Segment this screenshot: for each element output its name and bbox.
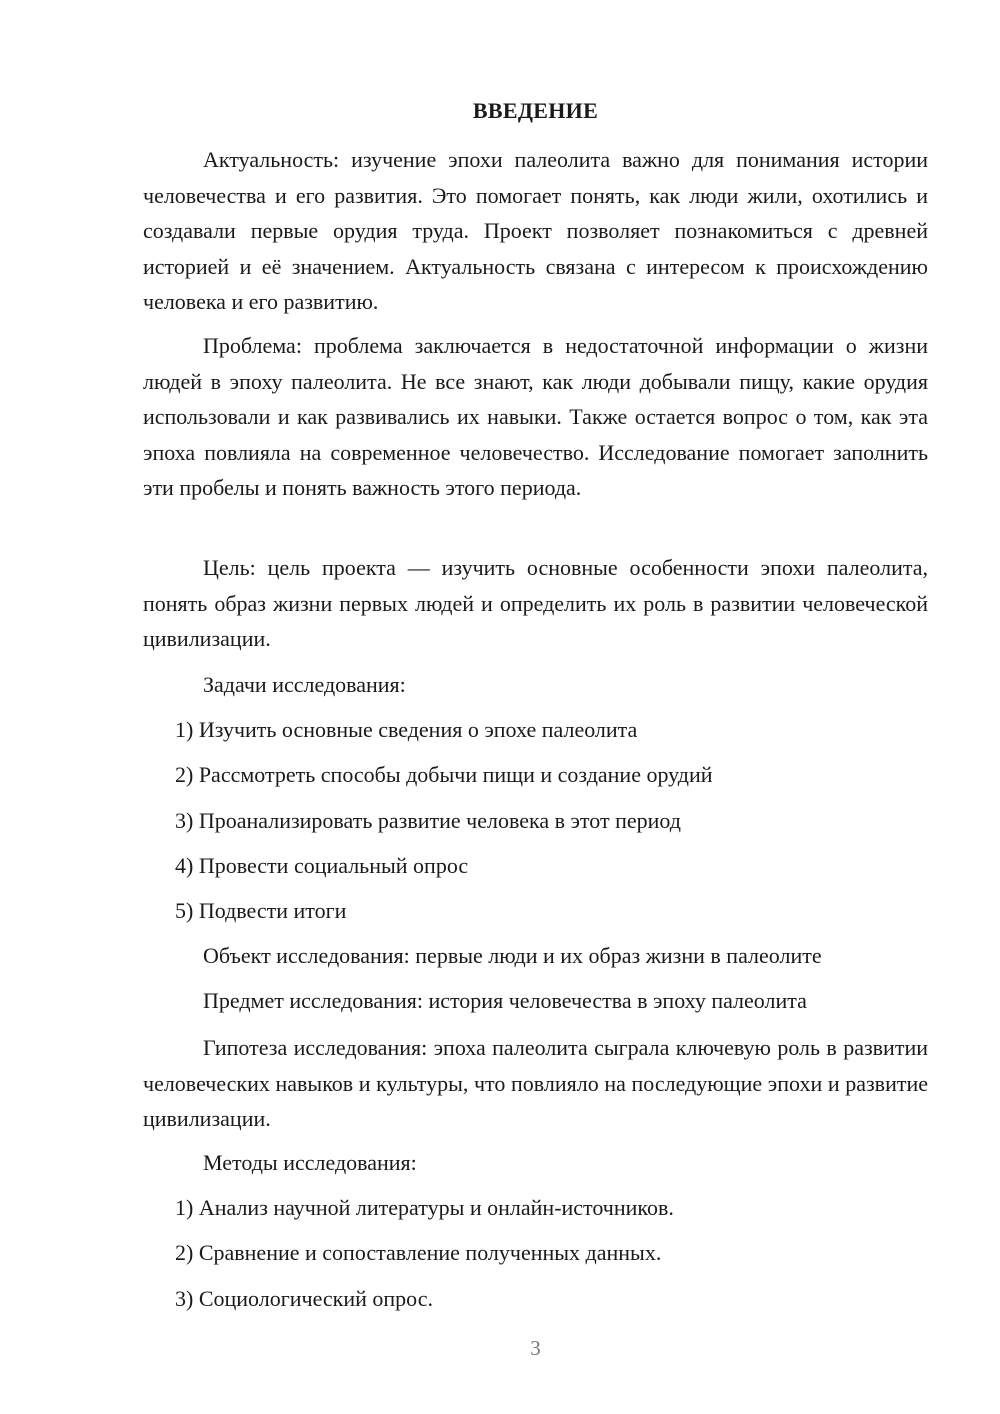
method-item-1: 1) Анализ научной литературы и онлайн-источников. — [175, 1195, 674, 1220]
task-item-2: 2) Рассмотреть способы добычи пищи и создание орудий — [175, 762, 713, 787]
methods-heading: Методы исследования: — [203, 1150, 417, 1175]
goal-paragraph: Цель: цель проекта — изучить основные особенности эпохи палеолита, понять образ жизни первых людей и определить их роль в развитии человеческой цивилизации. — [143, 555, 928, 651]
section-title: ВВЕДЕНИЕ — [472, 98, 599, 123]
page-number: 3 — [530, 1336, 541, 1360]
task-item-3: 3) Проанализировать развитие человека в этот период — [175, 808, 681, 833]
relevance-paragraph: Актуальность: изучение эпохи палеолита важно для понимания истории человечества и его развития. Это помогает понять, как люди жили, охотились и создавали первые орудия труда. Проект позволяет познакомиться с древней историей и её значением. Актуальность связана с интересом к происхождению человека и его развитию. — [143, 147, 928, 314]
problem-paragraph: Проблема: проблема заключается в недостаточной информации о жизни людей в эпоху палеолита. Не все знают, как люди добывали пищу, какие орудия использовали и как развивались их навыки. Также остается вопрос о том, как эта эпоха повлияла на современное человечество. Исследование помогает заполнить эти пробелы и понять важность этого периода. — [143, 333, 928, 500]
task-item-1: 1) Изучить основные сведения о эпохе палеолита — [175, 717, 638, 742]
method-item-3: 3) Социологический опрос. — [175, 1286, 433, 1311]
research-object: Объект исследования: первые люди и их образ жизни в палеолите — [203, 943, 822, 968]
task-item-5: 5) Подвести итоги — [175, 898, 347, 923]
research-subject: Предмет исследования: история человечества в эпоху палеолита — [203, 988, 807, 1013]
method-item-2: 2) Сравнение и сопоставление полученных данных. — [175, 1240, 662, 1265]
hypothesis-paragraph: Гипотеза исследования: эпоха палеолита сыграла ключевую роль в развитии человеческих навыков и культуры, что повлияло на последующие эпохи и развитие цивилизации. — [143, 1035, 928, 1131]
tasks-heading: Задачи исследования: — [203, 672, 406, 697]
task-item-4: 4) Провести социальный опрос — [175, 853, 469, 878]
